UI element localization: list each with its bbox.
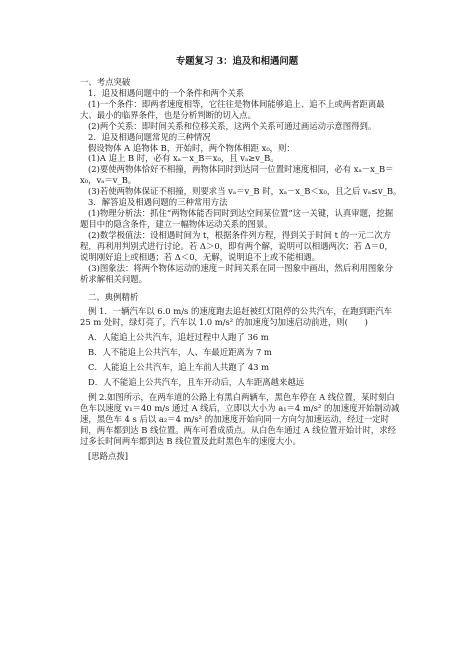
paragraph: (3)若使两物体保证不相撞，则要求当 vₐ＝v_B 时，xₐ－x_B＜x₀，且之后 vₐ≤v_B。 <box>88 186 402 197</box>
paragraph: (2)两个关系：即时间关系和位移关系，这两个关系可通过画运动示意图得到。 <box>88 120 377 131</box>
example-stem: 例 2.如图所示，在两车道的公路上有黑白两辆车，黑色车停在 A 线位置，某时刻白色车以速度 v₁＝40 m/s 通过 A 线后，立即以大小为 a₁＝4 m/s² 的加速度开始制动减速，黑色车 4 s 后以 a₂＝4 m/s² 的加速度开始向同一方向匀加速运动，经过一定时间，两车都到达 B 线位置。两车可看成质点。从白色车通过 A 线位置开始计时，求经过多长时间两车都到达 B 线位置及此时黑色车的速度大小。 <box>80 391 400 446</box>
option-a: A．人能追上公共汽车，追赶过程中人跑了 36 m <box>88 332 269 343</box>
example-stem: 例 1．一辆汽车以 6.0 m/s 的速度跑去追赶被红灯阻停的公共汽车，在跑到距汽车 25 m 处时，绿灯亮了，汽车以 1.0 m/s² 的加速度匀加速启动前进，则( ) <box>80 306 392 328</box>
point-heading: 2．追及相遇问题常见的三种情况 <box>88 131 211 142</box>
section-heading: 一、考点突破 <box>80 77 131 87</box>
paragraph: (2)数学极值法：设相遇时间为 t，根据条件列方程，得到关于时间 t 的一元二次方程，再利用判别式进行讨论。若 Δ＞0，即有两个解，说明可以相遇两次；若 Δ＝0，说明刚好追上或相遇；若 Δ＜0，无解，说明追不上或不能相遇。 <box>80 229 393 262</box>
point-heading: 1．追及相遇问题中的一个条件和两个关系 <box>88 87 245 98</box>
paragraph: 假设物体 A 追物体 B，开始时，两个物体相距 x₀，则： <box>88 142 295 153</box>
paragraph: (2)要使两物体恰好不相撞，两物体同时到达同一位置时速度相同，必有 xₐ－x_B＝x₀，vₐ＝v_B。 <box>80 164 394 186</box>
paragraph: (1)物理分析法：抓住“两物体能否同时到达空间某位置”这一关键，认真审题，挖掘题目中的隐含条件，建立一幅物体运动关系的图景。 <box>80 208 394 229</box>
document-title: 专题复习 3：追及和相遇问题 <box>175 56 299 67</box>
paragraph: (3)图象法：将两个物体运动的速度－时间关系在同一图象中画出，然后利用图象分析求解相关问题。 <box>80 262 393 284</box>
paragraph: (1)A 追上 B 时，必有 xₐ－x_B＝x₀，且 vₐ≥v_B。 <box>88 153 279 164</box>
option-c: C．人能追上公共汽车，追上车前人共跑了 43 m <box>88 362 270 373</box>
option-d: D．人不能追上公共汽车，且车开动后，人车距离越来越远 <box>88 377 305 388</box>
document-body <box>80 75 400 462</box>
option-b: B．人不能追上公共汽车，人、车最近距离为 7 m <box>88 347 272 358</box>
point-heading: 3．解答追及相遇问题的三种常用方法 <box>88 197 228 208</box>
hint-label: [思路点拨] <box>88 450 129 461</box>
section-heading: 二、典例精析 <box>88 291 139 302</box>
paragraph: (1)一个条件：即两者速度相等，它往往是物体间能够追上、追不上或两者距离最大、最小的临界条件，也是分析判断的切入点。 <box>80 98 385 120</box>
